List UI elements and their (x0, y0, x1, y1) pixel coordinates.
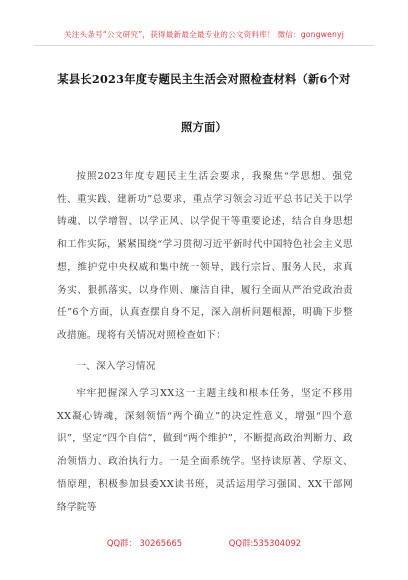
document-title-line1: 某县长2023年度专题民主生活会对照检查材料（新6个对 (57, 72, 351, 86)
footer-qq-group-1: QQ群： 30265665 (106, 538, 183, 548)
section-heading: 一、深入学习情况 (76, 361, 156, 372)
promo-header-text: 关注头条号“公文研究”，获得最新最全最专业的公文资料库！ 微信：gongwenyj (63, 30, 345, 39)
document-title-line2: 照方面） (181, 120, 227, 134)
footer-qq-group-2: QQ群:535304092 (228, 538, 302, 548)
intro-paragraph: 按照2023年度专题民主生活会要求，我聚焦“学思想、强党性、重实践、建新功”总要求，重点学习领会习近平总书记关于以学铸魂、以学增智、以学正风、以学促干等重要论述，结合自身思想和工作实际，紧紧围绕“学习贯彻习近平新时代中国特色社会主义思想，维护党中央权威和集中统一领导，践行宗旨、服务人民，求真务实、狠抓落实，以身作则、廉洁自律，履行全面从严治党政治责任”6个方面，认真查摆自身不足，深入剖析问题根源，明确下步整改措施。现将有关情况对照检查如下： (57, 171, 353, 341)
section-paragraph: 牢牢把握深入学习XX这一主题主线和根本任务，坚定不移用XX凝心铸魂，深刻领悟“两个确立”的决定性意义，增强“四个意识”，坚定“四个自信”，做到“两个维护”，不断提高政治判断力、政治领悟力、政治执行力。一是全面系统学。坚持读原著、学原文、悟原理，积极参加县委XX读书班，灵活运用学习强国、XX干部网络学院等 (57, 388, 353, 513)
footer-contacts (0, 537, 408, 549)
header-divider (34, 45, 374, 46)
